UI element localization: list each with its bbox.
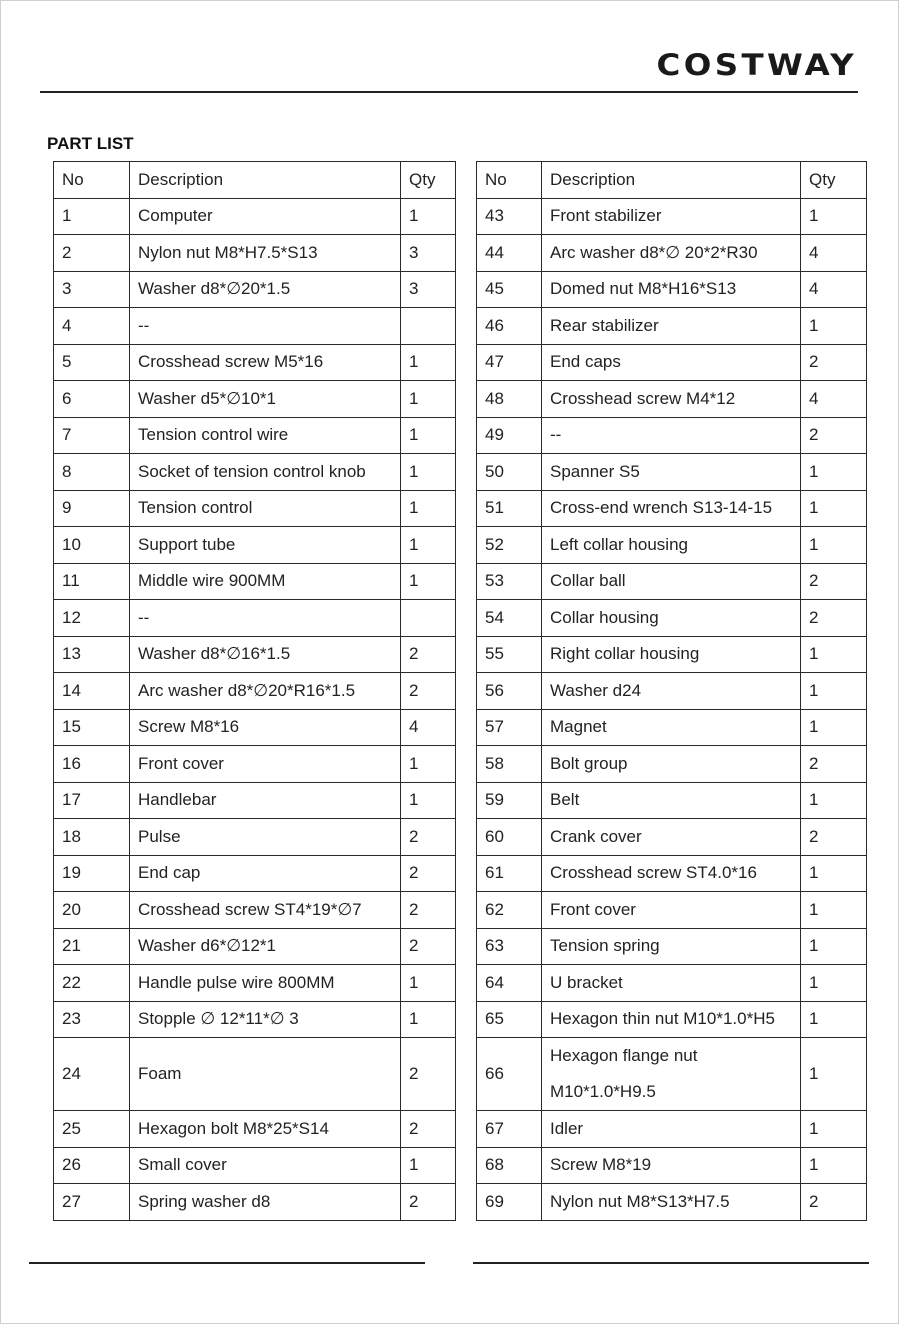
cell-description: Handlebar [130, 782, 401, 819]
cell-qty: 1 [401, 344, 456, 381]
column-header-description: Description [130, 162, 401, 199]
cell-description: Rear stabilizer [542, 308, 801, 345]
cell-description: Foam [130, 1038, 401, 1111]
table-row [477, 308, 867, 345]
cell-description: Front cover [542, 892, 801, 929]
table-row [54, 235, 456, 272]
table-header-row [54, 162, 456, 199]
cell-description: Washer d8*∅16*1.5 [130, 636, 401, 673]
cell-qty: 1 [801, 308, 867, 345]
cell-qty: 1 [801, 709, 867, 746]
cell-description: Front cover [130, 746, 401, 783]
table-row [54, 1038, 456, 1111]
cell-part-no: 6 [54, 381, 130, 418]
cell-qty: 3 [401, 271, 456, 308]
cell-part-no: 17 [54, 782, 130, 819]
cell-description: Domed nut M8*H16*S13 [542, 271, 801, 308]
cell-description: Screw M8*19 [542, 1147, 801, 1184]
cell-part-no: 48 [477, 381, 542, 418]
cell-qty: 1 [401, 527, 456, 564]
table-row [54, 636, 456, 673]
cell-qty: 1 [801, 782, 867, 819]
table-row [54, 308, 456, 345]
cell-qty: 2 [801, 819, 867, 856]
table-row [54, 454, 456, 491]
cell-description: Crosshead screw M5*16 [130, 344, 401, 381]
cell-qty: 1 [401, 381, 456, 418]
cell-part-no: 50 [477, 454, 542, 491]
cell-part-no: 7 [54, 417, 130, 454]
cell-description: Bolt group [542, 746, 801, 783]
cell-description: Magnet [542, 709, 801, 746]
cell-part-no: 67 [477, 1111, 542, 1148]
cell-qty: 1 [801, 198, 867, 235]
cell-description: Tension spring [542, 928, 801, 965]
column-header-qty: Qty [401, 162, 456, 199]
cell-part-no: 59 [477, 782, 542, 819]
column-header-qty: Qty [801, 162, 867, 199]
table-row [477, 235, 867, 272]
cell-part-no: 47 [477, 344, 542, 381]
cell-description: Hexagon thin nut M10*1.0*H5 [542, 1001, 801, 1038]
table-row [54, 417, 456, 454]
cell-part-no: 51 [477, 490, 542, 527]
cell-qty: 2 [401, 928, 456, 965]
table-row [477, 819, 867, 856]
cell-part-no: 53 [477, 563, 542, 600]
column-header-no: No [54, 162, 130, 199]
cell-qty: 1 [801, 928, 867, 965]
cell-part-no: 57 [477, 709, 542, 746]
column-header-description: Description [542, 162, 801, 199]
table-row [477, 381, 867, 418]
table-row [54, 563, 456, 600]
cell-description: Socket of tension control knob [130, 454, 401, 491]
cell-part-no: 44 [477, 235, 542, 272]
table-row [477, 746, 867, 783]
table-row [54, 1184, 456, 1221]
table-row [54, 892, 456, 929]
table-row [54, 198, 456, 235]
table-row [477, 965, 867, 1002]
cell-qty: 2 [401, 636, 456, 673]
cell-description: Stopple ∅ 12*11*∅ 3 [130, 1001, 401, 1038]
cell-description: Small cover [130, 1147, 401, 1184]
cell-description: Pulse [130, 819, 401, 856]
cell-description: Tension control wire [130, 417, 401, 454]
cell-qty: 1 [401, 490, 456, 527]
cell-description: End caps [542, 344, 801, 381]
cell-qty: 1 [401, 965, 456, 1002]
table-row [54, 965, 456, 1002]
table-row [54, 673, 456, 710]
cell-description: Crosshead screw ST4.0*16 [542, 855, 801, 892]
cell-part-no: 54 [477, 600, 542, 637]
cell-part-no: 1 [54, 198, 130, 235]
cell-qty: 2 [401, 1184, 456, 1221]
table-row [477, 1001, 867, 1038]
cell-qty: 1 [801, 1111, 867, 1148]
cell-description: Arc washer d8*∅20*R16*1.5 [130, 673, 401, 710]
table-row [477, 344, 867, 381]
cell-qty: 3 [401, 235, 456, 272]
table-row [54, 527, 456, 564]
cell-description: -- [130, 308, 401, 345]
cell-qty: 2 [801, 746, 867, 783]
cell-part-no: 4 [54, 308, 130, 345]
cell-qty: 1 [801, 636, 867, 673]
cell-description: Spanner S5 [542, 454, 801, 491]
table-row [54, 746, 456, 783]
cell-part-no: 55 [477, 636, 542, 673]
cell-part-no: 60 [477, 819, 542, 856]
cell-description: Hexagon flange nut M10*1.0*H9.5 [542, 1038, 801, 1111]
table-row [477, 892, 867, 929]
cell-qty: 4 [801, 271, 867, 308]
cell-qty: 1 [401, 198, 456, 235]
cell-description: Cross-end wrench S13-14-15 [542, 490, 801, 527]
cell-description: Collar housing [542, 600, 801, 637]
cell-description: Arc washer d8*∅ 20*2*R30 [542, 235, 801, 272]
cell-qty [401, 308, 456, 345]
cell-qty: 2 [801, 563, 867, 600]
cell-qty: 4 [801, 235, 867, 272]
cell-qty: 1 [401, 1147, 456, 1184]
cell-part-no: 19 [54, 855, 130, 892]
cell-part-no: 52 [477, 527, 542, 564]
cell-part-no: 18 [54, 819, 130, 856]
table-row [477, 454, 867, 491]
cell-qty: 1 [801, 673, 867, 710]
table-row [54, 928, 456, 965]
table-row [54, 855, 456, 892]
cell-qty: 2 [401, 892, 456, 929]
cell-description: Right collar housing [542, 636, 801, 673]
table-row [54, 344, 456, 381]
cell-qty: 4 [801, 381, 867, 418]
cell-part-no: 22 [54, 965, 130, 1002]
cell-qty: 1 [401, 782, 456, 819]
cell-qty: 2 [401, 1111, 456, 1148]
cell-description: Handle pulse wire 800MM [130, 965, 401, 1002]
cell-qty: 1 [801, 1001, 867, 1038]
cell-qty: 2 [801, 417, 867, 454]
cell-part-no: 27 [54, 1184, 130, 1221]
cell-part-no: 64 [477, 965, 542, 1002]
cell-qty: 1 [801, 1038, 867, 1111]
cell-part-no: 26 [54, 1147, 130, 1184]
table-row [54, 490, 456, 527]
cell-description: Spring washer d8 [130, 1184, 401, 1221]
cell-qty: 1 [801, 527, 867, 564]
cell-part-no: 13 [54, 636, 130, 673]
table-row [54, 600, 456, 637]
cell-part-no: 8 [54, 454, 130, 491]
footer-rule-right [473, 1262, 869, 1264]
cell-part-no: 66 [477, 1038, 542, 1111]
table-row [477, 709, 867, 746]
brand-logo: COSTWAY [656, 48, 857, 82]
cell-description: Support tube [130, 527, 401, 564]
cell-part-no: 24 [54, 1038, 130, 1111]
cell-part-no: 56 [477, 673, 542, 710]
cell-description: Hexagon bolt M8*25*S14 [130, 1111, 401, 1148]
cell-part-no: 20 [54, 892, 130, 929]
cell-qty: 1 [801, 965, 867, 1002]
footer-rule-left [29, 1262, 425, 1264]
table-header-row [477, 162, 867, 199]
cell-description: Computer [130, 198, 401, 235]
cell-part-no: 14 [54, 673, 130, 710]
cell-description: Screw M8*16 [130, 709, 401, 746]
table-row [477, 600, 867, 637]
cell-description: U bracket [542, 965, 801, 1002]
parts-table-right [476, 161, 867, 1221]
table-row [54, 1001, 456, 1038]
cell-part-no: 2 [54, 235, 130, 272]
cell-description: -- [542, 417, 801, 454]
cell-part-no: 3 [54, 271, 130, 308]
cell-qty: 2 [401, 1038, 456, 1111]
cell-qty: 2 [801, 344, 867, 381]
parts-table-left [53, 161, 456, 1221]
cell-qty: 4 [401, 709, 456, 746]
cell-description: Idler [542, 1111, 801, 1148]
cell-qty: 2 [801, 1184, 867, 1221]
table-row [54, 1147, 456, 1184]
table-row [477, 1184, 867, 1221]
cell-qty: 1 [801, 454, 867, 491]
cell-part-no: 46 [477, 308, 542, 345]
cell-description: Washer d5*∅10*1 [130, 381, 401, 418]
table-row [477, 527, 867, 564]
cell-part-no: 23 [54, 1001, 130, 1038]
cell-part-no: 15 [54, 709, 130, 746]
cell-description: Left collar housing [542, 527, 801, 564]
cell-qty: 1 [401, 563, 456, 600]
header-rule [40, 91, 858, 93]
cell-part-no: 61 [477, 855, 542, 892]
cell-part-no: 10 [54, 527, 130, 564]
table-row [477, 271, 867, 308]
cell-description: Crosshead screw M4*12 [542, 381, 801, 418]
cell-description: Washer d6*∅12*1 [130, 928, 401, 965]
cell-qty: 1 [401, 454, 456, 491]
cell-qty [401, 600, 456, 637]
cell-description: Nylon nut M8*H7.5*S13 [130, 235, 401, 272]
cell-part-no: 65 [477, 1001, 542, 1038]
cell-qty: 1 [801, 490, 867, 527]
cell-description: -- [130, 600, 401, 637]
table-row [477, 417, 867, 454]
cell-part-no: 43 [477, 198, 542, 235]
cell-part-no: 12 [54, 600, 130, 637]
cell-qty: 1 [401, 417, 456, 454]
cell-qty: 2 [401, 819, 456, 856]
table-row [477, 1038, 867, 1111]
cell-qty: 2 [401, 673, 456, 710]
table-row [54, 819, 456, 856]
table-row [54, 271, 456, 308]
cell-part-no: 9 [54, 490, 130, 527]
cell-qty: 1 [801, 1147, 867, 1184]
table-row [54, 1111, 456, 1148]
cell-qty: 1 [801, 892, 867, 929]
table-row [477, 490, 867, 527]
cell-part-no: 62 [477, 892, 542, 929]
cell-description: Washer d8*∅20*1.5 [130, 271, 401, 308]
cell-description: Washer d24 [542, 673, 801, 710]
table-row [54, 709, 456, 746]
table-row [477, 198, 867, 235]
cell-part-no: 11 [54, 563, 130, 600]
cell-qty: 2 [801, 600, 867, 637]
cell-description: Crosshead screw ST4*19*∅7 [130, 892, 401, 929]
cell-description: Collar ball [542, 563, 801, 600]
table-row [477, 1147, 867, 1184]
cell-qty: 2 [401, 855, 456, 892]
cell-part-no: 63 [477, 928, 542, 965]
table-row [54, 381, 456, 418]
cell-qty: 1 [401, 746, 456, 783]
cell-part-no: 45 [477, 271, 542, 308]
table-row [477, 782, 867, 819]
cell-description: Middle wire 900MM [130, 563, 401, 600]
table-row [477, 855, 867, 892]
table-row [54, 782, 456, 819]
cell-description: Belt [542, 782, 801, 819]
cell-part-no: 21 [54, 928, 130, 965]
cell-description: Nylon nut M8*S13*H7.5 [542, 1184, 801, 1221]
table-row [477, 928, 867, 965]
table-row [477, 673, 867, 710]
cell-part-no: 16 [54, 746, 130, 783]
page-title: PART LIST [47, 134, 134, 153]
cell-part-no: 68 [477, 1147, 542, 1184]
cell-description: Crank cover [542, 819, 801, 856]
cell-part-no: 49 [477, 417, 542, 454]
cell-description: Front stabilizer [542, 198, 801, 235]
column-header-no: No [477, 162, 542, 199]
table-row [477, 563, 867, 600]
cell-part-no: 69 [477, 1184, 542, 1221]
table-row [477, 636, 867, 673]
cell-part-no: 25 [54, 1111, 130, 1148]
table-row [477, 1111, 867, 1148]
cell-part-no: 58 [477, 746, 542, 783]
cell-qty: 1 [401, 1001, 456, 1038]
cell-qty: 1 [801, 855, 867, 892]
cell-description: Tension control [130, 490, 401, 527]
cell-description: End cap [130, 855, 401, 892]
cell-part-no: 5 [54, 344, 130, 381]
